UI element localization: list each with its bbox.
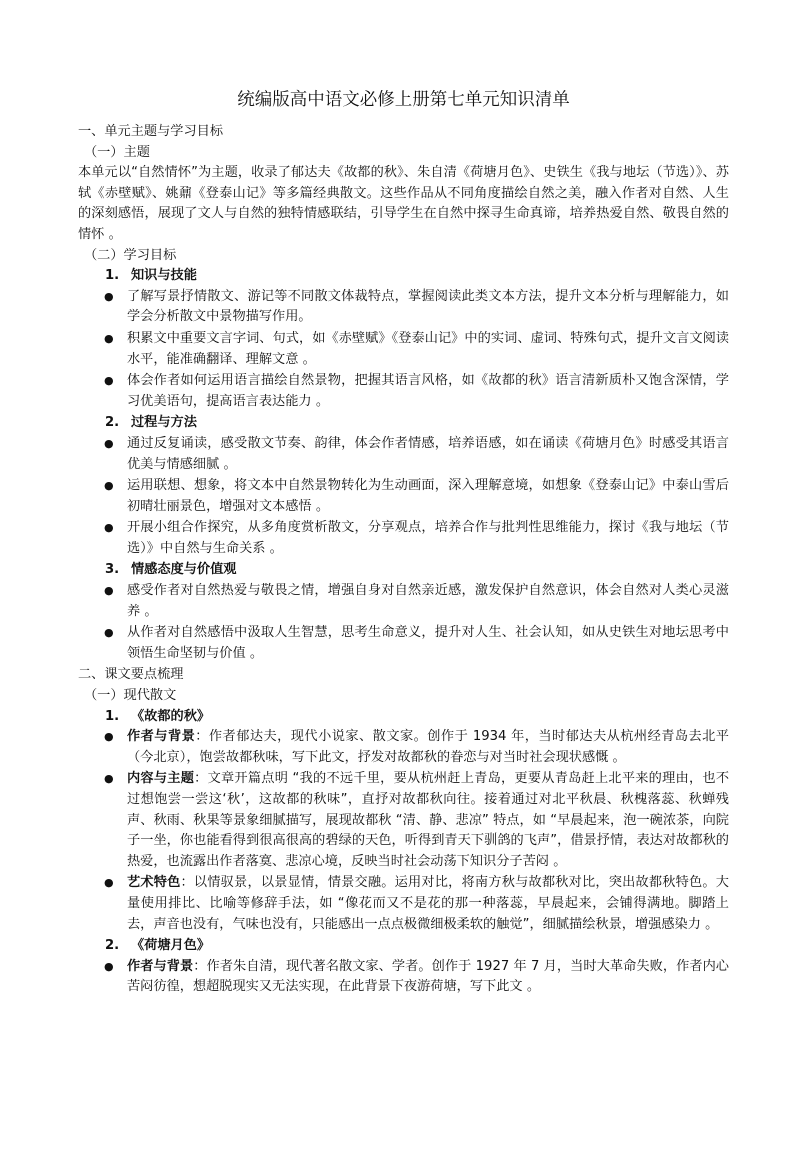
list-item: ● 开展小组合作探究，从多角度赏析散文，分享观点，培养合作与批判性思维能力，探讨《我与地坛（节选）》中自然与生命关系 。: [104, 520, 729, 556]
bullet-icon: ●: [104, 584, 114, 598]
bullet-icon: ●: [104, 730, 114, 744]
list-item: ● 积累文中重要文言字词、句式，如《赤壁赋》《登泰山记》中的实词、虚词、特殊句式，提升文言文阅读水平，能准确翻译、理解文意 。: [104, 330, 729, 367]
subsection-heading: （二）学习目标: [84, 247, 177, 263]
document-title: 统编版高中语文必修上册第七单元知识清单: [237, 90, 570, 110]
section-heading: 二、课文要点梳理: [78, 667, 184, 683]
numbered-heading: 2. 《荷塘月色》: [105, 938, 211, 954]
bullet-icon: ●: [104, 331, 114, 345]
list-item: ● 作者与背景：作者郁达夫，现代小说家、散文家。创作于 1934 年，当时郁达夫从杭州经青岛去北平（今北京），饱尝故都秋味，写下此文，抒发对故都秋的眷恋与对当时社会现状感慨 。: [104, 729, 729, 765]
list-item: ● 感受作者对自然热爱与敬畏之情，增强自身对自然亲近感，激发保护自然意识，体会自然对人类心灵滋养 。: [104, 583, 729, 619]
numbered-heading: 2. 过程与方法: [105, 415, 197, 431]
numbered-heading: 1. 知识与技能: [105, 268, 197, 284]
bullet-icon: ●: [104, 521, 114, 535]
list-item: ● 作者与背景：作者朱自清，现代著名散文家、学者。创作于 1927 年 7 月，当时大革命失败，作者内心苦闷彷徨，想超脱现实又无法实现，在此背景下夜游荷塘，写下此文 。: [104, 958, 729, 995]
numbered-heading: 1. 《故都的秋》: [105, 708, 211, 724]
bullet-icon: ●: [104, 626, 114, 640]
list-item: ● 体会作者如何运用语言描绘自然景物，把握其语言风格，如《故都的秋》语言清新质朴又饱含深情，学习优美语句，提高语言表达能力 。: [104, 373, 729, 409]
bullet-icon: ●: [104, 289, 114, 303]
bullet-icon: ●: [104, 479, 114, 493]
bullet-icon: ●: [104, 436, 114, 450]
list-item: ● 艺术特色：以情驭景，以景显情，情景交融。运用对比，将南方秋与故都秋对比，突出故都秋特色。大量使用排比、比喻等修辞手法，如 “像花而又不是花的那一种落蕊，早晨起来，会铺得满地。脚踏上去，声音也没有，气味也没有，只能感出一点点极微细极柔软的触觉”，细腻描绘秋景，增强感染力 。: [104, 875, 729, 932]
bullet-icon: ●: [104, 876, 114, 890]
numbered-heading: 3. 情感态度与价值观: [105, 562, 237, 578]
list-item: ● 从作者对自然感悟中汲取人生智慧，思考生命意义，提升对人生、社会认知，如从史铁生对地坛思考中领悟生命坚韧与价值 。: [104, 625, 729, 661]
theme-paragraph: 本单元以“自然情怀”为主题，收录了郁达夫《故都的秋》、朱自清《荷塘月色》、史铁生《我与地坛（节选）》、苏轼《赤壁赋》、姚鼐《登泰山记》等多篇经典散文。这些作品从不同角度描绘自然之美，融入作者对自然、人生的深刻感悟，展现了文人与自然的独特情感联结，引导学生在自然中探寻生命真谛，培养热爱自然、敬畏自然的情怀 。: [78, 165, 729, 242]
list-item: ● 运用联想、想象，将文本中自然景物转化为生动画面，深入理解意境，如想象《登泰山记》中泰山雪后初晴壮丽景色，增强对文本感悟 。: [104, 478, 729, 514]
bullet-icon: ●: [104, 772, 114, 786]
bullet-icon: ●: [104, 959, 114, 973]
list-item: ● 通过反复诵读，感受散文节奏、韵律，体会作者情感，培养语感，如在诵读《荷塘月色》时感受其语言优美与情感细腻 。: [104, 435, 729, 472]
section-heading: 一、单元主题与学习目标: [78, 124, 224, 139]
bullet-icon: ●: [104, 374, 114, 388]
subsection-heading: （一）现代散文: [84, 688, 177, 704]
list-item: ● 内容与主题：文章开篇点明 “我的不远千里，要从杭州赶上青岛，更要从青岛赶上北平来的理由，也不过想饱尝一尝这‘秋’，这故都的秋味”，直抒对故都秋向往。接着通过对北平秋晨、秋槐落蕊、秋蝉残声、秋雨、秋果等景象细腻描写，展现故都秋 “清、静、悲凉” 特点，如 “早晨起来，泡一碗浓茶，向院子一坐，你也能看得到很高很高的碧绿的天色，听得到青天下驯鸽的飞声”，借景抒情，表达对故都秋的热爱，也流露出作者落寞、悲凉心境，反映当时社会动荡下知识分子苦闷 。: [104, 771, 730, 869]
list-item: ● 了解写景抒情散文、游记等不同散文体裁特点，掌握阅读此类文本方法，提升文本分析与理解能力，如学会分析散文中景物描写作用。: [104, 288, 729, 325]
subsection-heading: （一）主题: [84, 144, 150, 160]
